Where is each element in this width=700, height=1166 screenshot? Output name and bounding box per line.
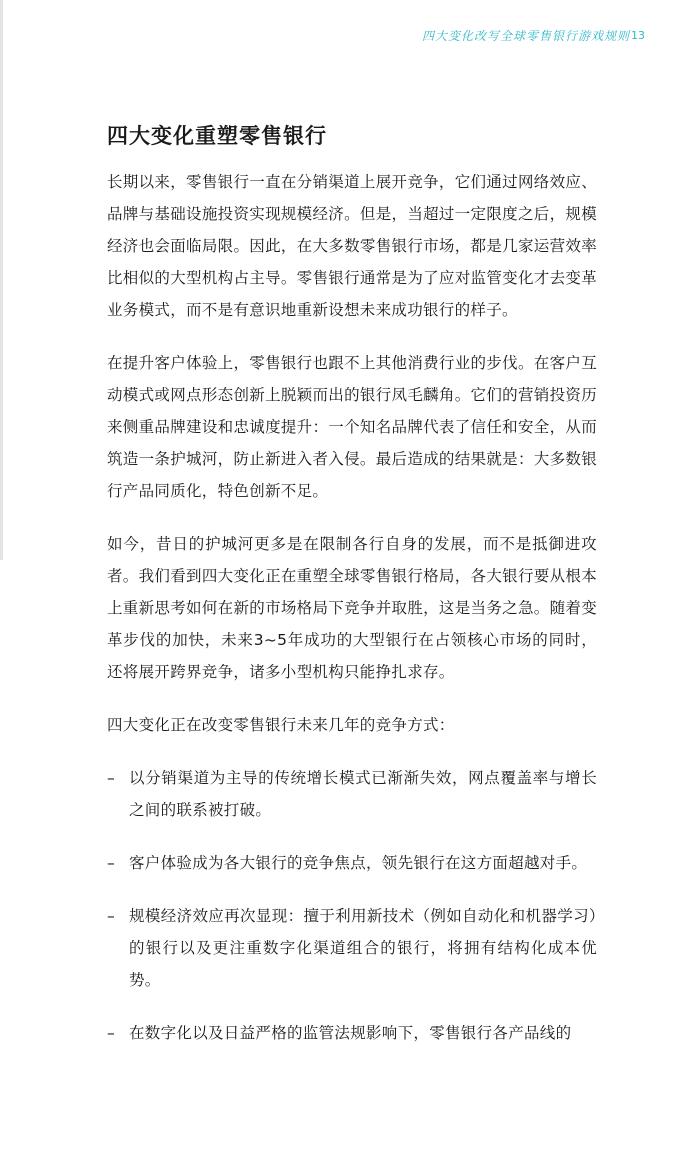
list-item [107, 1017, 597, 1049]
bullet-dash: – [107, 907, 116, 925]
running-header-title: 四大变化改写全球零售银行游戏规则 [421, 29, 630, 43]
main-content [107, 120, 597, 1070]
paragraph-1: 长期以来，零售银行一直在分销渠道上展开竞争，它们通过网络效应、品牌与基础设施投资实现规模经济。但是，当超过一定限度之后，规模经济也会面临局限。因此，在大多数零售银行市场，都是几家运营效率比相似的大型机构占主导。零售银行通常是为了应对监管变化才去变革业务模式，而不是有意识地重新设想未来成功银行的样子。 [107, 173, 597, 319]
list-item-text: 客户体验成为各大银行的竞争焦点，领先银行在这方面超越对手。 [129, 854, 588, 872]
list-item [107, 847, 597, 879]
bullet-dash: – [107, 854, 116, 872]
list-item-text: 在数字化以及日益严格的监管法规影响下，零售银行各产品线的 [129, 1024, 572, 1042]
bullet-dash: – [107, 1024, 116, 1042]
list-item-text: 以分销渠道为主导的传统增长模式已渐渐失效，网点覆盖率与增长之间的联系被打破。 [129, 769, 597, 819]
section-title: 四大变化重塑零售银行 [107, 124, 327, 148]
page-edge-shadow [0, 0, 3, 560]
change-list [107, 762, 597, 1049]
bullet-dash: – [107, 769, 116, 787]
paragraph-2: 在提升客户体验上，零售银行也跟不上其他消费行业的步伐。在客户互动模式或网点形态创新上脱颖而出的银行凤毛麟角。它们的营销投资历来侧重品牌建设和忠诚度提升：一个知名品牌代表了信任和安全，从而筑造一条护城河，防止新进入者入侵。最后造成的结果就是：大多数银行产品同质化，特色创新不足。 [107, 354, 597, 500]
list-item [107, 900, 597, 996]
list-item [107, 762, 597, 826]
paragraph-4-intro: 四大变化正在改变零售银行未来几年的竞争方式： [107, 716, 455, 734]
paragraph-3: 如今，昔日的护城河更多是在限制各行自身的发展，而不是抵御进攻者。我们看到四大变化正在重塑全球零售银行格局，各大银行要从根本上重新思考如何在新的市场格局下竞争并取胜，这是当务之急。随着变革步伐的加快，未来3~5年成功的大型银行在占领核心市场的同时，还将展开跨界竞争，诸多小型机构只能挣扎求存。 [107, 535, 597, 681]
list-item-text: 规模经济效应再次显现：擅于利用新技术（例如自动化和机器学习）的银行以及更注重数字化渠道组合的银行，将拥有结构化成本优势。 [129, 907, 597, 989]
page-number: 13 [631, 29, 645, 42]
